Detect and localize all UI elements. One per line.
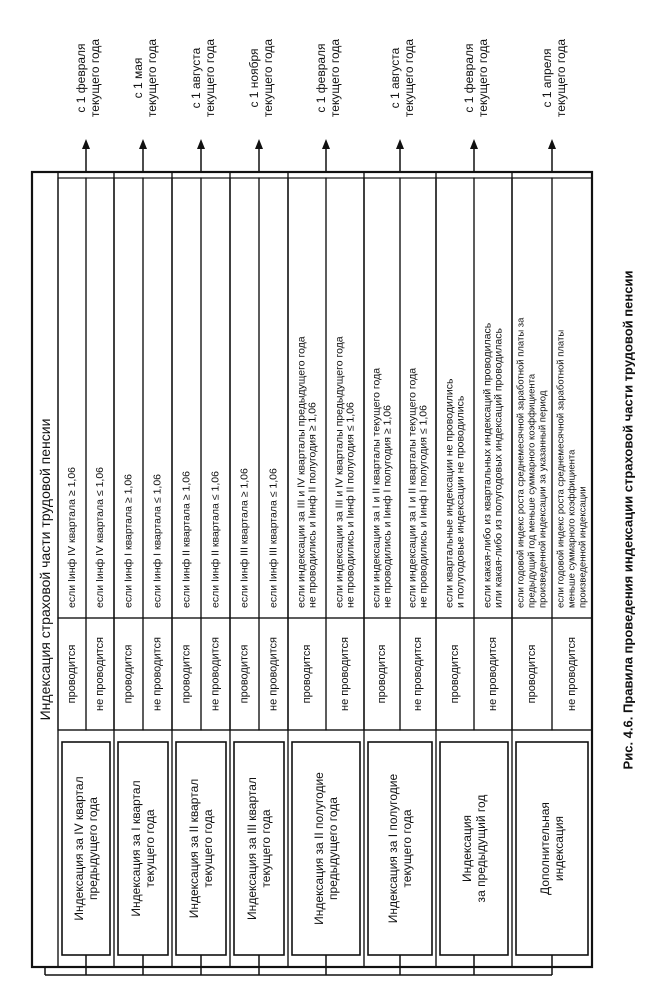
group-8-row-2-condition-line: меньше суммарного коэффициента: [566, 449, 578, 608]
group-8-title: [538, 802, 566, 895]
group-1-row-2-condition-line: если Iинф IV квартала ≤ 1,06: [94, 466, 106, 608]
group-3-row-2-condition: [210, 471, 222, 608]
group-8-row-1-condition-line: произведенной индексации за указанный период: [537, 390, 549, 608]
group-8-effective-line: с 1 апреля: [540, 48, 554, 108]
group-8-row-1-condition-line: предыдущий год меньше суммарного коэффициента: [526, 373, 538, 608]
group-6-effective-line: текущего года: [402, 38, 416, 118]
group-4-row-2-status: не проводится: [267, 637, 280, 711]
group-3-row-2-status: не проводится: [209, 637, 222, 711]
group-1-title: [72, 776, 100, 920]
group-7-effective-line: с 1 февраля: [462, 43, 476, 113]
group-4-row-1-condition-line: если Iинф III квартала ≥ 1,06: [238, 468, 251, 608]
group-5-effective: [314, 39, 342, 117]
group-7-title-line: Индексация: [460, 814, 474, 883]
group-8-row-2-status: не проводится: [566, 637, 578, 711]
group-7-effective-arrowhead: [470, 139, 478, 149]
group-8-row-1-condition: [516, 317, 549, 608]
group-6-row-2-condition-line: если индексации за I и II кварталы текущего года: [406, 367, 419, 608]
group-1-effective-line: текущего года: [88, 38, 102, 118]
group-5-row-2-condition: [334, 336, 357, 608]
group-1-effective-arrowhead: [82, 139, 90, 149]
diagram-title: Индексация страховой части трудовой пенсии: [37, 418, 53, 721]
group-6-row-1-condition-line: если индексации за I и II кварталы текущего года: [370, 367, 383, 608]
group-8-title-line: Дополнительная: [538, 802, 552, 895]
group-8-effective: [540, 39, 568, 117]
group-2-title-line: Индексация за I квартал: [129, 780, 143, 917]
group-1-row-1-condition-line: если Iинф IV квартала ≥ 1,06: [66, 466, 78, 608]
group-2-row-1-status: проводится: [122, 644, 135, 704]
group-2-row-2-status: не проводится: [151, 637, 164, 711]
group-5-row-1-status: проводится: [301, 644, 313, 704]
group-2-effective-line: с 1 мая: [131, 57, 145, 99]
group-7-row-2-condition: [482, 322, 505, 608]
group-1-effective-line: с 1 февраля: [74, 43, 88, 113]
group-7-title-line: за предыдущий год: [474, 794, 488, 903]
group-4-row-1-condition: [239, 468, 251, 608]
group-4-effective-line: текущего года: [261, 38, 275, 118]
group-7-row-1-condition: [444, 378, 467, 608]
group-5-effective-line: с 1 февраля: [314, 43, 328, 113]
group-7-effective: [462, 39, 490, 117]
group-4-effective: [247, 39, 275, 117]
group-7-row-1-condition-line: если квартальные индексации не проводились: [443, 378, 456, 608]
group-6-row-2-condition: [407, 368, 430, 608]
group-8-row-1-status: проводится: [526, 644, 538, 704]
figure-caption: Рис. 4.6. Правила проведения индексации страховой части трудовой пенсии: [620, 270, 636, 770]
group-4-effective-line: с 1 ноября: [247, 48, 261, 108]
group-7-effective-line: текущего года: [476, 38, 490, 118]
group-1-row-1-status: проводится: [66, 644, 78, 704]
group-8-row-2-condition-line: если годовой индекс роста среднемесячной заработной платы: [555, 329, 567, 608]
group-4-row-2-condition: [268, 468, 280, 608]
group-8-row-2-condition: [556, 330, 589, 608]
group-4-title-line: текущего года: [259, 809, 273, 888]
group-5-effective-arrowhead: [322, 139, 330, 149]
group-5-effective-line: текущего года: [328, 38, 342, 118]
group-3-effective-line: с 1 августа: [189, 47, 203, 109]
group-1-row-2-condition: [94, 467, 106, 608]
group-2-row-2-condition-line: если Iинф I квартала ≤ 1,06: [151, 473, 164, 608]
group-2-row-1-condition: [123, 474, 135, 608]
group-3-row-1-condition: [181, 471, 193, 608]
group-7-row-1-status: проводится: [449, 644, 461, 704]
group-4-effective-arrowhead: [255, 139, 263, 149]
group-6-title-line: текущего года: [400, 809, 414, 888]
group-5-row-1-condition-line: не проводились и Iинф II полугодия ≥ 1,06: [306, 402, 319, 608]
group-3-effective-arrowhead: [197, 139, 205, 149]
group-8-effective-line: текущего года: [554, 38, 568, 118]
group-5-title-line: предыдущего года: [326, 797, 340, 900]
group-6-row-1-condition: [371, 368, 394, 608]
group-3-row-1-condition-line: если Iинф II квартала ≥ 1,06: [180, 471, 193, 608]
group-4-row-1-status: проводится: [238, 644, 251, 704]
group-2-row-1-condition-line: если Iинф I квартала ≥ 1,06: [122, 473, 135, 608]
group-3-title-line: Индексация за II квартал: [187, 778, 201, 919]
group-7-row-2-condition-line: или какая-либо из полугодовых индексаций проводилась: [492, 328, 505, 608]
group-5-row-2-status: не проводится: [339, 637, 351, 711]
group-1-row-1-condition: [66, 467, 78, 608]
group-2-effective-arrowhead: [139, 139, 147, 149]
group-1-title-line: Индексация за IV квартал: [72, 776, 86, 921]
group-3-effective-line: текущего года: [203, 38, 217, 118]
group-1-row-2-status: не проводится: [94, 637, 106, 711]
group-7-row-2-condition-line: если какая-либо из квартальных индексаций проводилась: [481, 322, 494, 608]
group-7-row-2-status: не проводится: [487, 637, 499, 711]
group-3-row-2-condition-line: если Iинф II квартала ≤ 1,06: [209, 471, 222, 608]
group-6-row-1-status: проводится: [376, 644, 388, 704]
group-3-title-line: текущего года: [201, 809, 215, 888]
group-5-title-line: Индексация за II полугодие: [312, 772, 326, 925]
group-6-effective-line: с 1 августа: [388, 47, 402, 109]
group-8-row-2-condition-line: произведенной индексации: [577, 486, 589, 608]
group-2-effective: [131, 39, 159, 117]
group-5-row-2-condition-line: если индексации за III и IV кварталы предыдущего года: [333, 336, 346, 608]
group-3-row-1-status: проводится: [180, 644, 193, 704]
group-1-effective: [74, 39, 102, 117]
group-4-title-line: Индексация за III квартал: [245, 777, 259, 920]
group-8-title-line: индексация: [552, 815, 566, 882]
group-6-effective: [388, 39, 416, 117]
group-5-row-1-condition: [296, 336, 319, 608]
group-2-title-line: текущего года: [143, 809, 157, 888]
group-8-effective-arrowhead: [548, 139, 556, 149]
group-6-row-1-condition-line: не проводились и Iинф I полугодия ≥ 1,06: [381, 405, 394, 608]
group-2-effective-line: текущего года: [145, 38, 159, 118]
group-1-title-line: предыдущего года: [86, 797, 100, 900]
group-4-row-2-condition-line: если Iинф III квартала ≤ 1,06: [267, 468, 280, 608]
group-5-row-1-condition-line: если индексации за III и IV кварталы предыдущего года: [295, 336, 308, 608]
group-8-row-1-condition-line: если годовой индекс роста среднемесячной заработной платы за: [515, 317, 527, 608]
group-3-effective: [189, 39, 217, 117]
group-7-row-1-condition-line: и полугодовые индексации не проводились: [454, 395, 467, 608]
group-6-row-2-status: не проводится: [412, 637, 424, 711]
group-6-effective-arrowhead: [396, 139, 404, 149]
group-2-row-2-condition: [152, 474, 164, 608]
group-6-title-line: Индексация за I полугодие: [386, 773, 400, 924]
group-6-row-2-condition-line: не проводились и Iинф I полугодия ≤ 1,06: [417, 405, 430, 608]
group-5-row-2-condition-line: не проводились и Iинф II полугодия ≤ 1,06: [344, 402, 357, 608]
